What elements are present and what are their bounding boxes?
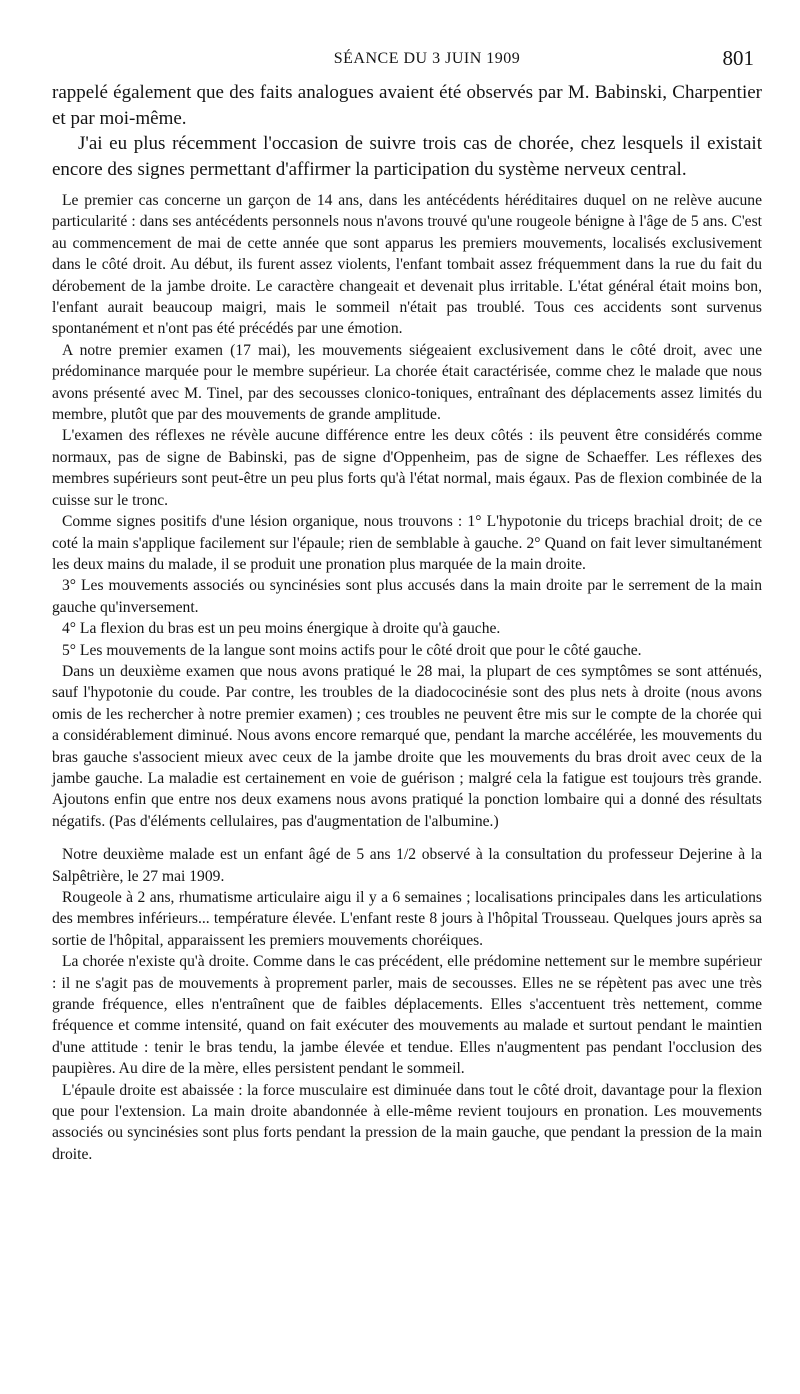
lead-paragraph: J'ai eu plus récemment l'occasion de suivre trois cas de chorée, chez lesquels il existait encore des signes permettant d'affirmer la participation du système nerveux central. — [52, 133, 762, 180]
paragraph-shoulder: L'épaule droite est abaissée : la force musculaire est diminuée dans tout le côté droit, davantage pour la flexion que pour l'extension. La main droite abandonnée à elle-même revient toujours en pronation. Les mouvements associés ou syncinésies sont plus forts pendant la pression de la main gauche, que pendant la pression de la main droite. — [52, 1081, 762, 1163]
running-header — [52, 40, 762, 80]
paragraph-history: Rougeole à 2 ans, rhumatisme articulaire aigu il y a 6 semaines ; localisations principales dans les articulations des membres inférieurs... température élevée. L'enfant reste 8 jours à l'hôpital Trousseau. Quelques jours après sa sortie de l'hôpital, apparaissent les premiers mouvements choréiques. — [52, 889, 762, 949]
paragraph-second-exam: Dans un deuxième examen que nous avons pratiqué le 28 mai, la plupart de ces symptômes se sont atténués, sauf l'hypotonie du coude. Par contre, les troubles de la diadococinésie sont des plus nets à droite (nous avons omis de les rechercher à notre premier examen) ; ces troubles ne peuvent être mis sur le compte de la chorée qui a considérablement diminué. Nous avons encore remarqué que, pendant la marche accélérée, les mouvements du bras gauche s'associent mieux avec ceux de la jambe droite que les mouvements du bras droit avec ceux de la jambe gauche. La maladie est certainement en voie de guérison ; malgré cela la fatigue est toujours très grande. Ajoutons enfin que entre nos deux examens nous avons pratiqué la ponction lombaire qui a donné des résultats négatifs. (Pas d'éléments cellulaires, pas d'augmentation de l'albumine.) — [52, 662, 762, 830]
page-number: 801 — [722, 46, 754, 70]
paragraph-case-one: Le premier cas concerne un garçon de 14 ans, dans les antécédents héréditaires duquel on ne relève aucune particularité : dans ses antécédents personnels nous n'avons trouvé qu'une rougeole bénigne à l'âge de 5 ans. C'est au commencement de mai de cette année que sont apparus les premiers mouvements, localisés exclusivement dans le côté droit. Au début, ils furent assez violents, l'enfant tombait assez fréquemment dans la rue du fait du dérobement de la jambe droite. Le caractère changeait et devenait plus irritable. L'état général était moins bon, l'enfant aurait beaucoup maigri, mais le sommeil n'était pas troublé. Tous ces accidents sont survenus spontanément et n'ont pas été précédés par une émotion. — [52, 192, 762, 338]
paragraph-sign-5: 5° Les mouvements de la langue sont moins actifs pour le côté droit que pour le côté gauche. — [62, 641, 642, 659]
lead-text — [52, 80, 762, 182]
paragraph-case-two: Notre deuxième malade est un enfant âgé de 5 ans 1/2 observé à la consultation du professeur Dejerine à la Salpêtrière, le 27 mai 1909. — [52, 846, 762, 885]
paragraph-positive-signs: Comme signes positifs d'une lésion organique, nous trouvons : 1° L'hypotonie du triceps brachial droit; de ce coté la main s'applique facilement sur l'épaule; rien de semblable à gauche. 2° Quand on fait lever simultanément les deux mains du malade, il se produit une pronation plus marquée de la main droite. — [52, 513, 762, 573]
paragraph-chorea-right: La chorée n'existe qu'à droite. Comme dans le cas précédent, elle prédomine nettement sur le membre supérieur : il ne s'agit pas de mouvements à proprement parler, mais de secousses. Elles ne se répètent pas avec une très grande fréquence, elles n'entraînent que de faibles déplacements. Elles s'accentuent très nettement, comme fréquence et comme intensité, quand on fait exécuter des mouvements au malade et surtout pendant le maintien d'une attitude : tenir le bras tendu, la jambe élevée et tendue. Elles n'augmentent pas pendant l'occlusion des paupières. Au dire de la mère, elles persistent pendant le sommeil. — [52, 953, 762, 1078]
lead-paragraph: rappelé également que des faits analogues avaient été observés par M. Babinski, Charpentier et par moi-même. — [52, 82, 762, 129]
body-text — [52, 190, 762, 1165]
running-title: SÉANCE DU 3 JUIN 1909 — [333, 50, 521, 67]
paragraph-first-exam: A notre premier examen (17 mai), les mouvements siégeaient exclusivement dans le côté droit, avec une prédominance marquée pour le membre supérieur. La chorée était caractérisée, comme chez le malade que nous avons présenté avec M. Tinel, par des secousses clonico-toniques, entraînant des déplacements assez limités du membre, plutôt que par des mouvements de grande amplitude. — [52, 341, 762, 424]
paragraph-sign-4: 4° La flexion du bras est un peu moins énergique à droite qu'à gauche. — [62, 620, 501, 638]
paragraph-reflexes: L'examen des réflexes ne révèle aucune différence entre les deux côtés : ils peuvent être considérés comme normaux, pas de signe de Babinski, pas de signe d'Oppenheim, pas de signe de Schaeffer. Les réflexes des membres supérieurs sont peut-être un peu plus forts qu'à l'état normal, mais égaux. Pas de flexion combinée de la cuisse sur le tronc. — [52, 427, 762, 509]
paragraph-sign-3: 3° Les mouvements associés ou syncinésies sont plus accusés dans la main droite par le serrement de la main gauche qu'inversement. — [52, 577, 762, 616]
